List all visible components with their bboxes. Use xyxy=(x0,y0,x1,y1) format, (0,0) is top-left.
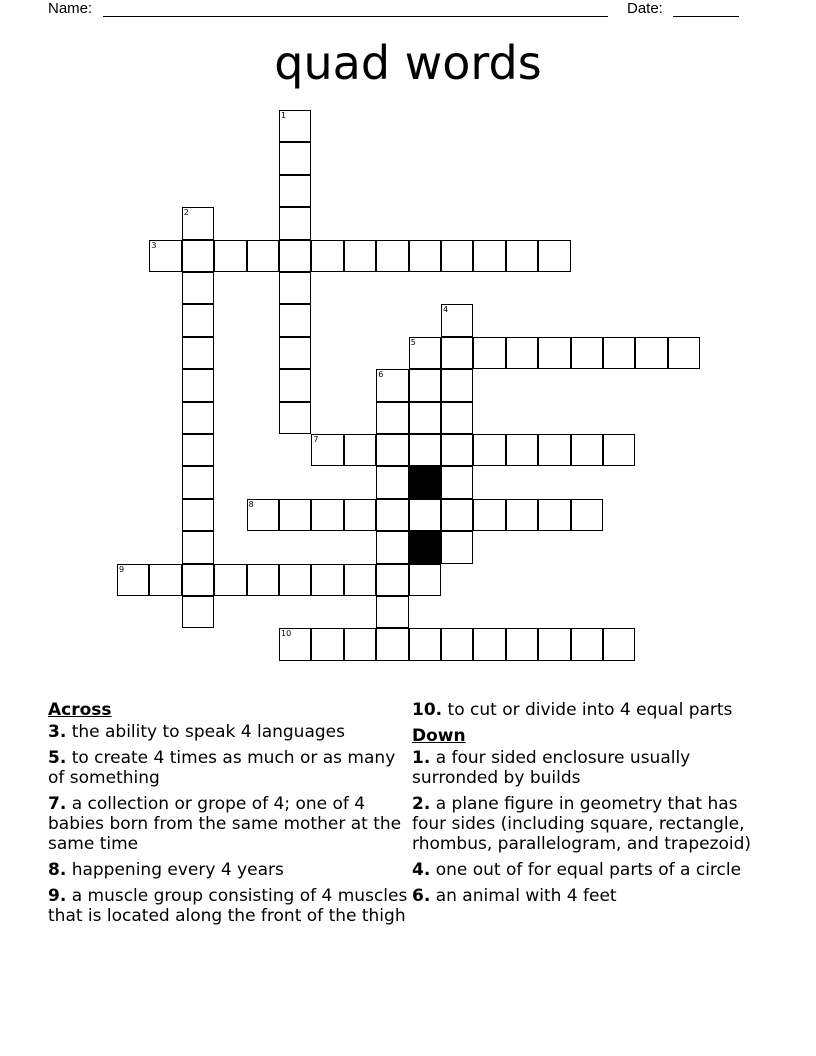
grid-cell[interactable] xyxy=(279,304,311,336)
grid-cell[interactable] xyxy=(571,337,603,369)
grid-cell[interactable] xyxy=(344,628,376,660)
grid-cell[interactable] xyxy=(571,434,603,466)
grid-cell[interactable] xyxy=(473,240,505,272)
grid-cell[interactable] xyxy=(506,434,538,466)
clue-text: a collection or grope of 4; one of 4 babies born from the same mother at the same time xyxy=(48,794,402,854)
grid-cell[interactable] xyxy=(473,337,505,369)
across-clue-list-continued xyxy=(412,700,772,720)
clue-number: 10. xyxy=(412,700,443,720)
grid-cell[interactable] xyxy=(311,240,343,272)
grid-cell[interactable] xyxy=(376,466,408,498)
grid-cell[interactable] xyxy=(441,240,473,272)
grid-cell[interactable] xyxy=(117,564,149,596)
grid-cell[interactable] xyxy=(441,337,473,369)
clue xyxy=(48,860,408,880)
grid-cell[interactable] xyxy=(441,304,473,336)
grid-cell[interactable] xyxy=(376,531,408,563)
grid-cell[interactable] xyxy=(409,628,441,660)
grid-cell[interactable] xyxy=(506,628,538,660)
clue xyxy=(48,794,408,854)
clue-text: the ability to speak 4 languages xyxy=(66,722,345,742)
grid-cell[interactable] xyxy=(603,434,635,466)
grid-cell[interactable] xyxy=(182,304,214,336)
clue-number: 4. xyxy=(412,860,431,880)
clue xyxy=(412,700,772,720)
clue-number: 3. xyxy=(48,722,67,742)
clue xyxy=(412,794,772,854)
clue-number: 2. xyxy=(412,794,431,814)
grid-cell[interactable] xyxy=(182,531,214,563)
down-heading: Down xyxy=(412,726,466,746)
grid-cell[interactable] xyxy=(279,337,311,369)
grid-cell[interactable] xyxy=(182,337,214,369)
grid-cell[interactable] xyxy=(344,434,376,466)
clue xyxy=(48,722,408,742)
grid-cell[interactable] xyxy=(311,564,343,596)
grid-cell[interactable] xyxy=(311,628,343,660)
grid-cell[interactable] xyxy=(441,531,473,563)
grid-cell[interactable] xyxy=(182,240,214,272)
grid-cell[interactable] xyxy=(279,402,311,434)
grid-cell[interactable] xyxy=(182,402,214,434)
across-heading: Across xyxy=(48,700,112,720)
grid-cell[interactable] xyxy=(441,434,473,466)
grid-cell[interactable] xyxy=(182,564,214,596)
clue-text: happening every 4 years xyxy=(66,860,284,880)
date-label: Date: xyxy=(627,0,663,17)
clue xyxy=(48,748,408,788)
grid-cell[interactable] xyxy=(441,369,473,401)
grid-cell[interactable] xyxy=(409,369,441,401)
clue-text: an animal with 4 feet xyxy=(430,886,617,906)
grid-cell[interactable] xyxy=(409,240,441,272)
grid-cell[interactable] xyxy=(279,564,311,596)
grid-cell[interactable] xyxy=(182,207,214,239)
grid-cell[interactable] xyxy=(344,499,376,531)
clue-text: a muscle group consisting of 4 muscles that is located along the front of the thigh xyxy=(48,886,408,926)
clue-number: 7 xyxy=(313,435,319,444)
grid-cell[interactable] xyxy=(441,628,473,660)
grid-cell[interactable] xyxy=(538,434,570,466)
grid-cell[interactable] xyxy=(376,596,408,628)
grid-cell[interactable] xyxy=(473,628,505,660)
clue-number: 5 xyxy=(410,337,416,347)
grid-cell[interactable] xyxy=(376,628,408,660)
grid-cell[interactable] xyxy=(635,337,667,369)
name-label: Name: xyxy=(48,0,93,17)
grid-cell[interactable] xyxy=(506,499,538,531)
grid-cell[interactable] xyxy=(279,240,311,272)
grid-cell[interactable] xyxy=(214,564,246,596)
clue-number: 9 xyxy=(119,564,125,574)
grid-cell[interactable] xyxy=(182,272,214,304)
grid-cell[interactable] xyxy=(506,240,538,272)
grid-cell[interactable] xyxy=(279,175,311,207)
clue-number: 5. xyxy=(48,748,67,768)
grid-cell[interactable] xyxy=(603,628,635,660)
grid-cell[interactable] xyxy=(376,434,408,466)
clues-left-column xyxy=(48,700,408,932)
grid-cell[interactable] xyxy=(182,369,214,401)
black-cell xyxy=(409,466,441,498)
grid-cell[interactable] xyxy=(376,369,408,401)
across-clue-list xyxy=(48,722,408,926)
page-title: quad words xyxy=(274,36,542,90)
clue-number: 2 xyxy=(183,208,189,218)
clue-number: 8. xyxy=(48,860,67,880)
grid-cell[interactable] xyxy=(571,499,603,531)
clue-text: a four sided enclosure usually surronded by builds xyxy=(412,748,691,788)
black-cell xyxy=(409,531,441,563)
grid-cell[interactable] xyxy=(247,564,279,596)
grid-cell[interactable] xyxy=(182,434,214,466)
grid-cell[interactable] xyxy=(376,499,408,531)
grid-cell[interactable] xyxy=(409,402,441,434)
grid-cell[interactable] xyxy=(279,142,311,174)
grid-cell[interactable] xyxy=(279,499,311,531)
grid-cell[interactable] xyxy=(506,337,538,369)
grid-cell[interactable] xyxy=(409,564,441,596)
grid-cell[interactable] xyxy=(182,466,214,498)
grid-cell[interactable] xyxy=(344,564,376,596)
grid-cell[interactable] xyxy=(279,369,311,401)
grid-cell[interactable] xyxy=(279,110,311,142)
grid-cell[interactable] xyxy=(376,240,408,272)
grid-cell[interactable] xyxy=(603,337,635,369)
clue-number: 3 xyxy=(151,240,157,250)
clue-text: one out of for equal parts of a circle xyxy=(430,860,742,880)
clue-number: 8 xyxy=(248,499,254,509)
grid-cell[interactable] xyxy=(247,499,279,531)
grid-cell[interactable] xyxy=(182,596,214,628)
clue-number: 10 xyxy=(281,629,292,639)
clue-number: 4 xyxy=(443,305,449,315)
grid-cell[interactable] xyxy=(279,272,311,304)
grid-cell[interactable] xyxy=(538,240,570,272)
clue xyxy=(412,748,772,788)
grid-cell[interactable] xyxy=(409,434,441,466)
grid-cell[interactable] xyxy=(409,499,441,531)
clue-number: 7. xyxy=(48,794,67,814)
clue-text: to cut or divide into 4 equal parts xyxy=(442,700,733,720)
grid-cell[interactable] xyxy=(149,564,181,596)
grid-cell[interactable] xyxy=(344,240,376,272)
clue xyxy=(412,860,772,880)
grid-cell[interactable] xyxy=(441,402,473,434)
grid-cell[interactable] xyxy=(473,499,505,531)
grid-cell[interactable] xyxy=(214,240,246,272)
clues-right-column xyxy=(412,700,772,912)
grid-cell[interactable] xyxy=(441,466,473,498)
grid-cell[interactable] xyxy=(538,337,570,369)
grid-cell[interactable] xyxy=(247,240,279,272)
clue-number: 9. xyxy=(48,886,67,906)
grid-cell[interactable] xyxy=(473,434,505,466)
clue-number: 6 xyxy=(378,370,384,380)
clue xyxy=(412,886,772,906)
grid-cell[interactable] xyxy=(409,337,441,369)
grid-cell[interactable] xyxy=(149,240,181,272)
grid-cell[interactable] xyxy=(538,628,570,660)
grid-cell[interactable] xyxy=(668,337,700,369)
grid-cell[interactable] xyxy=(279,207,311,239)
clue-number: 6. xyxy=(412,886,431,906)
grid-cell[interactable] xyxy=(571,628,603,660)
grid-cell[interactable] xyxy=(311,499,343,531)
clue xyxy=(48,886,408,926)
clue-number: 1. xyxy=(412,748,431,768)
grid-cell[interactable] xyxy=(279,628,311,660)
clue-text: a plane figure in geometry that has four sides (including square, rectangle, rhombus, parallelogram, and trapezoid) xyxy=(412,794,752,854)
grid-cell[interactable] xyxy=(376,564,408,596)
grid-cell[interactable] xyxy=(376,402,408,434)
grid-cell[interactable] xyxy=(538,499,570,531)
clue-text: to create 4 times as much or as many of something xyxy=(48,748,396,788)
grid-cell[interactable] xyxy=(441,499,473,531)
grid-cell[interactable] xyxy=(311,434,343,466)
clue-number: 1 xyxy=(281,111,287,120)
grid-cell[interactable] xyxy=(182,499,214,531)
down-clue-list xyxy=(412,748,772,906)
